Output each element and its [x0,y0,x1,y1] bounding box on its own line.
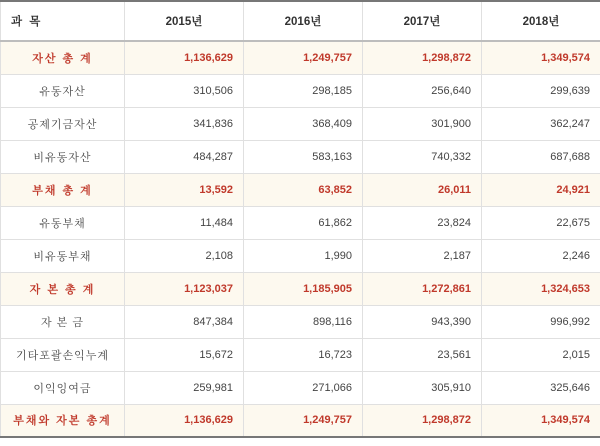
row-value: 305,910 [363,371,482,404]
row-value: 362,247 [482,107,600,140]
row-value: 1,136,629 [125,404,244,437]
row-value: 1,324,653 [482,272,600,305]
row-value: 1,249,757 [244,41,363,74]
row-value: 1,123,037 [125,272,244,305]
row-value: 11,484 [125,206,244,239]
row-value: 2,187 [363,239,482,272]
row-label: 비유동부채 [1,239,125,272]
row-value: 740,332 [363,140,482,173]
row-value: 996,992 [482,305,600,338]
row-value: 310,506 [125,74,244,107]
row-label: 부채 총 계 [1,173,125,206]
table-row [1,74,600,107]
row-label: 자 본 금 [1,305,125,338]
row-label: 유동부채 [1,206,125,239]
row-label: 비유동자산 [1,140,125,173]
row-value: 298,185 [244,74,363,107]
table-row [1,107,600,140]
column-header-year-2018: 2018년 [482,1,600,41]
row-value: 13,592 [125,173,244,206]
row-value: 1,990 [244,239,363,272]
row-value: 341,836 [125,107,244,140]
row-value: 1,249,757 [244,404,363,437]
row-value: 943,390 [363,305,482,338]
row-value: 484,287 [125,140,244,173]
row-value: 22,675 [482,206,600,239]
table-row [1,305,600,338]
table-row [1,206,600,239]
row-value: 16,723 [244,338,363,371]
row-value: 1,298,872 [363,404,482,437]
row-label: 이익잉여금 [1,371,125,404]
table-row [1,371,600,404]
column-header-account: 과 목 [1,1,125,41]
row-value: 61,862 [244,206,363,239]
row-value: 368,409 [244,107,363,140]
row-value: 2,108 [125,239,244,272]
row-value: 26,011 [363,173,482,206]
column-header-year-2015: 2015년 [125,1,244,41]
table-header-row [1,1,600,41]
row-label: 기타포괄손익누계 [1,338,125,371]
table-header [1,1,600,41]
row-label: 자산 총 계 [1,41,125,74]
table-row [1,140,600,173]
row-value: 687,688 [482,140,600,173]
row-value: 271,066 [244,371,363,404]
row-value: 847,384 [125,305,244,338]
table-row [1,338,600,371]
row-value: 299,639 [482,74,600,107]
row-value: 583,163 [244,140,363,173]
row-value: 1,298,872 [363,41,482,74]
table-row [1,41,600,74]
row-label: 유동자산 [1,74,125,107]
row-value: 1,272,861 [363,272,482,305]
row-label: 부채와 자본 총계 [1,404,125,437]
table-row [1,239,600,272]
row-value: 24,921 [482,173,600,206]
row-value: 898,116 [244,305,363,338]
column-header-year-2017: 2017년 [363,1,482,41]
row-label: 자 본 총 계 [1,272,125,305]
table-row [1,404,600,437]
row-value: 1,349,574 [482,41,600,74]
row-value: 325,646 [482,371,600,404]
row-value: 259,981 [125,371,244,404]
row-value: 301,900 [363,107,482,140]
row-value: 23,824 [363,206,482,239]
column-header-year-2016: 2016년 [244,1,363,41]
row-value: 63,852 [244,173,363,206]
table-row [1,272,600,305]
row-value: 23,561 [363,338,482,371]
row-value: 256,640 [363,74,482,107]
row-value: 1,185,905 [244,272,363,305]
table-row [1,173,600,206]
row-label: 공제기금자산 [1,107,125,140]
row-value: 15,672 [125,338,244,371]
table-body [1,41,600,437]
row-value: 2,015 [482,338,600,371]
row-value: 1,136,629 [125,41,244,74]
row-value: 1,349,574 [482,404,600,437]
row-value: 2,246 [482,239,600,272]
